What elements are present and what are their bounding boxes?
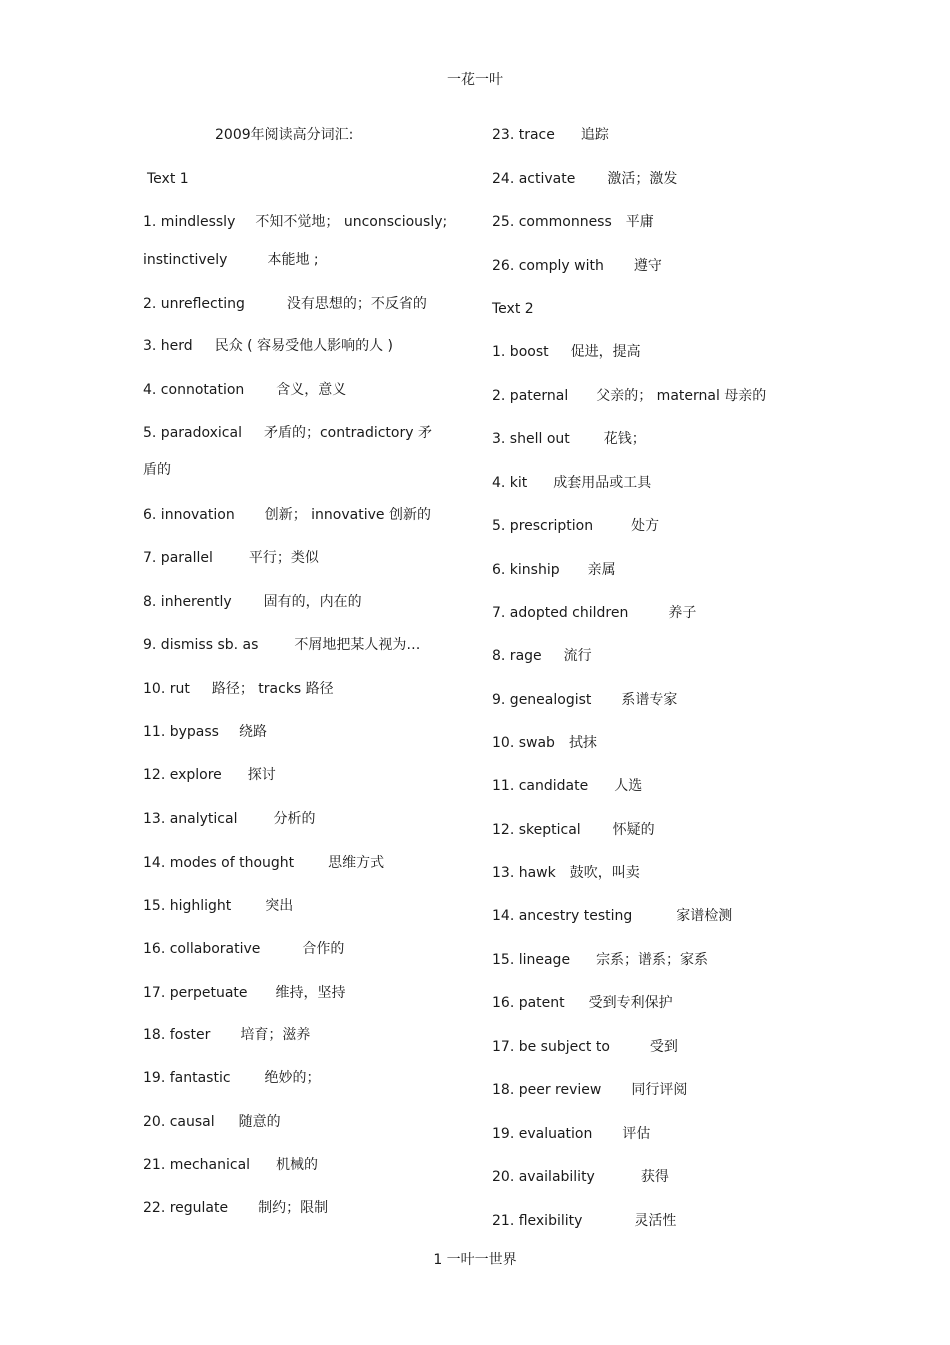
term: 20. availability <box>492 1169 595 1185</box>
list-item <box>492 387 766 405</box>
list-item <box>143 593 362 611</box>
term: 18. foster <box>143 1027 211 1043</box>
list-item <box>492 1168 669 1186</box>
definition: 养子 <box>668 605 697 621</box>
definition: 机械的 <box>276 1157 319 1173</box>
definition: 获得 <box>640 1169 669 1185</box>
list-item <box>492 126 609 144</box>
list-item <box>143 1156 318 1174</box>
term: 10. swab <box>492 735 555 751</box>
list-item-continuation <box>143 461 171 479</box>
definition: 路径； tracks 路径 <box>211 681 334 697</box>
list-item <box>492 777 642 795</box>
list-item <box>492 647 592 665</box>
term: 16. collaborative <box>143 941 261 957</box>
list-item <box>143 549 319 567</box>
term: 10. rut <box>143 681 190 697</box>
list-item <box>492 821 655 839</box>
term: 4. connotation <box>143 382 245 398</box>
definition: 花钱； <box>603 431 646 447</box>
definition: 处方 <box>631 518 660 534</box>
list-item <box>492 170 677 188</box>
term: 11. candidate <box>492 778 589 794</box>
term: 6. innovation <box>143 507 235 523</box>
definition: 含义，意义 <box>276 382 347 398</box>
term: 12. explore <box>143 767 222 783</box>
term: 3. shell out <box>492 431 570 447</box>
list-item <box>143 506 431 524</box>
term: 18. peer review <box>492 1082 602 1098</box>
definition: 创新； innovative 创新的 <box>264 507 431 523</box>
term: 8. rage <box>492 648 542 664</box>
list-item <box>143 897 293 915</box>
term: 21. mechanical <box>143 1157 251 1173</box>
definition: 父亲的； maternal 母亲的 <box>596 388 767 404</box>
term: instinctively <box>143 252 228 268</box>
definition: 不知不觉地； unconsciously; <box>255 214 448 230</box>
list-item <box>492 907 732 925</box>
term: 19. fantastic <box>143 1070 231 1086</box>
definition: 评估 <box>622 1126 651 1142</box>
list-item <box>492 604 696 622</box>
definition: 平庸 <box>625 214 654 230</box>
definition: 合作的 <box>302 941 345 957</box>
list-item <box>492 430 646 448</box>
definition: 人选 <box>614 778 643 794</box>
term: 13. analytical <box>143 811 238 827</box>
definition: 民众 ( 容易受他人影响的人 ) <box>214 338 393 354</box>
list-item <box>143 251 319 269</box>
term: 7. adopted children <box>492 605 629 621</box>
list-item <box>492 213 654 231</box>
definition: 宗系；谱系；家系 <box>596 952 709 968</box>
definition: 同行评阅 <box>631 1082 688 1098</box>
term: 17. perpetuate <box>143 985 248 1001</box>
term: 14. modes of thought <box>143 855 295 871</box>
list-item <box>492 951 708 969</box>
list-item <box>143 984 346 1002</box>
list-item <box>492 864 640 882</box>
term: 7. parallel <box>143 550 213 566</box>
term: 24. activate <box>492 171 576 187</box>
term: 17. be subject to <box>492 1039 610 1055</box>
list-item <box>492 1212 676 1230</box>
term: 22. regulate <box>143 1200 229 1216</box>
definition: 绝妙的； <box>264 1070 321 1086</box>
definition: 激活；激发 <box>607 171 678 187</box>
term: 20. causal <box>143 1114 215 1130</box>
list-item <box>143 723 267 741</box>
definition: 矛盾的；contradictory 矛 <box>263 425 432 441</box>
definition: 本能地 ; <box>267 252 319 268</box>
list-item <box>492 1038 678 1056</box>
definition: 系谱专家 <box>621 692 678 708</box>
list-item <box>492 343 641 361</box>
term: 5. prescription <box>492 518 594 534</box>
term: 6. kinship <box>492 562 560 578</box>
list-item <box>143 940 344 958</box>
definition: 分析的 <box>273 811 316 827</box>
text2-label: Text 2 <box>492 301 534 317</box>
list-item <box>143 636 420 654</box>
definition: 受到专利保护 <box>588 995 673 1011</box>
list-item <box>143 381 346 399</box>
list-item <box>143 1026 310 1044</box>
list-item <box>492 517 659 535</box>
term: 12. skeptical <box>492 822 581 838</box>
definition: 突出 <box>265 898 294 914</box>
page-footer: 1 一叶一世界 <box>433 1252 517 1268</box>
list-item <box>143 680 334 698</box>
term: 15. lineage <box>492 952 571 968</box>
list-item <box>143 1113 281 1131</box>
term: 11. bypass <box>143 724 219 740</box>
term: 8. inherently <box>143 594 232 610</box>
term: 1. mindlessly <box>143 214 236 230</box>
list-item <box>143 424 432 442</box>
definition: 灵活性 <box>634 1213 677 1229</box>
vocab-heading: 2009年阅读高分词汇: <box>215 127 354 143</box>
definition: 不屑地把某人视为… <box>294 637 421 653</box>
list-item <box>492 257 662 275</box>
definition: 怀疑的 <box>612 822 655 838</box>
definition: 培育；滋养 <box>240 1027 311 1043</box>
definition: 制约；限制 <box>258 1200 329 1216</box>
list-item <box>143 337 393 355</box>
list-item <box>492 561 616 579</box>
term: 15. highlight <box>143 898 232 914</box>
definition: 遵守 <box>633 258 662 274</box>
list-item <box>143 766 276 784</box>
page-header-title: 一花一叶 <box>447 72 503 88</box>
term: 盾的 <box>143 462 171 478</box>
term: 2. paternal <box>492 388 569 404</box>
definition: 亲属 <box>587 562 616 578</box>
term: 1. boost <box>492 344 549 360</box>
term: 23. trace <box>492 127 555 143</box>
list-item <box>143 213 447 231</box>
term: 2. unreflecting <box>143 296 245 312</box>
list-item <box>143 854 384 872</box>
list-item <box>143 1199 328 1217</box>
term: 9. genealogist <box>492 692 592 708</box>
definition: 家谱检测 <box>676 908 733 924</box>
definition: 成套用品或工具 <box>553 475 652 491</box>
definition: 固有的，内在的 <box>263 594 362 610</box>
definition: 平行；类似 <box>248 550 319 566</box>
term: 4. kit <box>492 475 528 491</box>
list-item <box>492 474 651 492</box>
term: 19. evaluation <box>492 1126 593 1142</box>
definition: 受到 <box>649 1039 678 1055</box>
definition: 维持，坚持 <box>275 985 346 1001</box>
term: 16. patent <box>492 995 565 1011</box>
definition: 探讨 <box>247 767 276 783</box>
definition: 促进，提高 <box>570 344 641 360</box>
term: 21. flexibility <box>492 1213 583 1229</box>
definition: 追踪 <box>580 127 609 143</box>
definition: 鼓吹，叫卖 <box>569 865 640 881</box>
definition: 随意的 <box>238 1114 281 1130</box>
term: 13. hawk <box>492 865 556 881</box>
text1-label: Text 1 <box>147 171 189 187</box>
list-item <box>492 734 597 752</box>
term: 25. commonness <box>492 214 612 230</box>
term: 14. ancestry testing <box>492 908 633 924</box>
list-item <box>492 994 673 1012</box>
list-item <box>143 1069 321 1087</box>
term: 5. paradoxical <box>143 425 242 441</box>
definition: 没有思想的；不反省的 <box>286 296 427 312</box>
definition: 拭抹 <box>568 735 597 751</box>
term: 26. comply with <box>492 258 604 274</box>
list-item <box>492 1125 650 1143</box>
definition: 流行 <box>563 648 592 664</box>
list-item <box>143 810 315 828</box>
definition: 思维方式 <box>328 855 385 871</box>
list-item <box>492 691 677 709</box>
term: 3. herd <box>143 338 193 354</box>
list-item <box>143 295 427 313</box>
term: 9. dismiss sb. as <box>143 637 259 653</box>
definition: 绕路 <box>238 724 267 740</box>
list-item <box>492 1081 687 1099</box>
